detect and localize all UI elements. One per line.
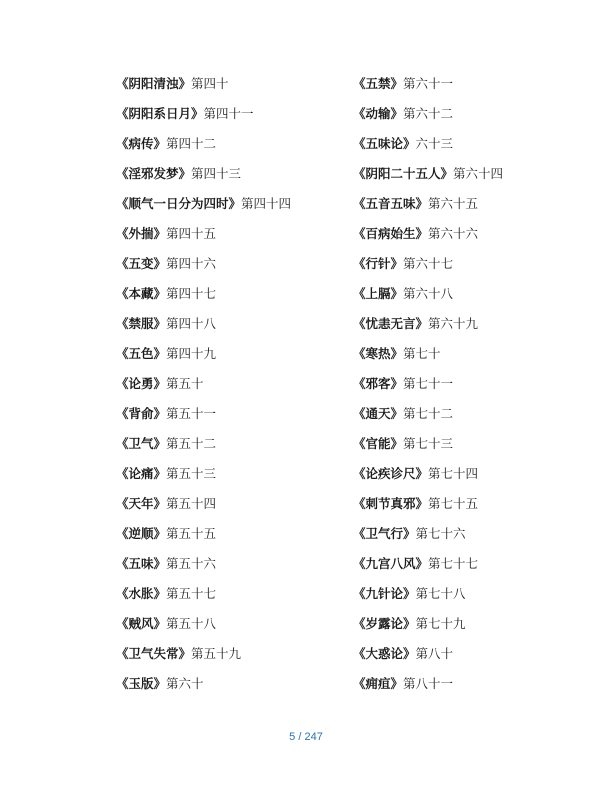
toc-entry-title: 《阴阳清浊》 — [116, 76, 192, 91]
toc-entry[interactable] — [116, 254, 291, 284]
toc-entry-chapter: 第四十八 — [166, 316, 217, 331]
toc-entry-title: 《痈疽》 — [353, 676, 404, 691]
toc-entry[interactable] — [353, 194, 503, 224]
toc-entry-title: 《五味论》 — [353, 136, 416, 151]
toc-entry-title: 《玉版》 — [116, 676, 167, 691]
toc-entry-title: 《岁露论》 — [353, 616, 416, 631]
toc-entry[interactable] — [353, 284, 503, 314]
toc-entry-chapter: 第四十二 — [166, 136, 217, 151]
toc-entry[interactable] — [116, 674, 291, 704]
toc-entry[interactable] — [116, 614, 291, 644]
toc-entry[interactable] — [353, 494, 503, 524]
toc-entry-title: 《卫气失常》 — [116, 646, 192, 661]
toc-entry[interactable] — [353, 464, 503, 494]
toc-entry-title: 《官能》 — [353, 436, 404, 451]
toc-entry-title: 《五变》 — [116, 256, 167, 271]
toc-entry-title: 《论痛》 — [116, 466, 167, 481]
toc-entry-title: 《上膈》 — [353, 286, 404, 301]
toc-entry[interactable] — [116, 524, 291, 554]
toc-entry[interactable] — [353, 554, 503, 584]
toc-entry[interactable] — [116, 284, 291, 314]
toc-entry-chapter: 第六十六 — [428, 226, 479, 241]
toc-entry-chapter: 第八十 — [415, 646, 454, 661]
toc-entry-chapter: 第七十八 — [415, 586, 466, 601]
toc-entry-title: 《寒热》 — [353, 346, 404, 361]
toc-entry[interactable] — [116, 554, 291, 584]
toc-entry[interactable] — [353, 524, 503, 554]
toc-entry-title: 《通天》 — [353, 406, 404, 421]
toc-entry[interactable] — [116, 194, 291, 224]
toc-entry[interactable] — [353, 584, 503, 614]
toc-entry[interactable] — [353, 314, 503, 344]
toc-entry-title: 《水胀》 — [116, 586, 167, 601]
toc-entry[interactable] — [353, 404, 503, 434]
toc-entry[interactable] — [353, 674, 503, 704]
toc-entry-chapter: 第四十六 — [166, 256, 217, 271]
toc-entry-chapter: 第六十二 — [403, 106, 454, 121]
toc-entry-chapter: 六十三 — [415, 136, 454, 151]
toc-entry-title: 《五色》 — [116, 346, 167, 361]
toc-entry-title: 《论勇》 — [116, 376, 167, 391]
toc-entry-chapter: 第七十七 — [428, 556, 479, 571]
toc-entry[interactable] — [353, 134, 503, 164]
toc-entry-chapter: 第七十六 — [415, 526, 466, 541]
toc-entry-chapter: 第五十二 — [166, 436, 217, 451]
toc-entry[interactable] — [116, 314, 291, 344]
toc-entry-chapter: 第六十七 — [403, 256, 454, 271]
toc-entry-title: 《背俞》 — [116, 406, 167, 421]
toc-entry-title: 《大惑论》 — [353, 646, 416, 661]
toc-entry-title: 《邪客》 — [353, 376, 404, 391]
toc-entry-chapter: 第四十五 — [166, 226, 217, 241]
toc-entry-title: 《外揣》 — [116, 226, 167, 241]
toc-entry[interactable] — [353, 164, 503, 194]
toc-entry-chapter: 第六十四 — [453, 166, 504, 181]
toc-entry-title: 《本藏》 — [116, 286, 167, 301]
toc-entry[interactable] — [116, 644, 291, 674]
toc-entry[interactable] — [116, 374, 291, 404]
toc-entry[interactable] — [353, 344, 503, 374]
toc-entry[interactable] — [116, 74, 291, 104]
toc-entry-chapter: 第四十四 — [241, 196, 292, 211]
toc-entry[interactable] — [353, 104, 503, 134]
toc-entry[interactable] — [116, 584, 291, 614]
toc-entry-chapter: 第七十五 — [428, 496, 479, 511]
toc-entry-title: 《卫气行》 — [353, 526, 416, 541]
toc-entry-title: 《顺气一日分为四时》 — [116, 196, 242, 211]
toc-entry[interactable] — [353, 74, 503, 104]
toc-entry-title: 《逆顺》 — [116, 526, 167, 541]
toc-entry-chapter: 第八十一 — [403, 676, 454, 691]
toc-entry-title: 《贼风》 — [116, 616, 167, 631]
toc-entry[interactable] — [116, 494, 291, 524]
toc-entry-chapter: 第七十四 — [428, 466, 479, 481]
toc-entry-chapter: 第七十 — [403, 346, 441, 361]
toc-entry-chapter: 第五十七 — [166, 586, 217, 601]
toc-entry-chapter: 第五十三 — [166, 466, 217, 481]
toc-entry-title: 《阴阳二十五人》 — [353, 166, 454, 181]
toc-entry-title: 《论疾诊尺》 — [353, 466, 429, 481]
toc-entry-title: 《五禁》 — [353, 76, 404, 91]
toc-entry-title: 《阴阳系日月》 — [116, 106, 204, 121]
toc-entry-chapter: 第四十九 — [166, 346, 217, 361]
toc-entry[interactable] — [116, 464, 291, 494]
toc-entry[interactable] — [353, 614, 503, 644]
toc-entry-chapter: 第六十一 — [403, 76, 454, 91]
toc-entry[interactable] — [116, 104, 291, 134]
toc-entry-chapter: 第四十三 — [191, 166, 242, 181]
toc-entry-title: 《五音五味》 — [353, 196, 429, 211]
toc-entry-title: 《禁服》 — [116, 316, 167, 331]
toc-entry-chapter: 第七十二 — [403, 406, 454, 421]
toc-entry-chapter: 第五十四 — [166, 496, 217, 511]
toc-entry-title: 《动输》 — [353, 106, 404, 121]
toc-entry-chapter: 第七十一 — [403, 376, 454, 391]
toc-entry[interactable] — [353, 644, 503, 674]
toc-entry[interactable] — [116, 344, 291, 374]
toc-entry-title: 《忧恚无言》 — [353, 316, 429, 331]
toc-entry-title: 《行针》 — [353, 256, 404, 271]
toc-entry-title: 《百病始生》 — [353, 226, 429, 241]
toc-entry-chapter: 第四十一 — [203, 106, 254, 121]
toc-entry[interactable] — [116, 134, 291, 164]
toc-entry-chapter: 第六十 — [166, 676, 204, 691]
toc-entry-chapter: 第七十九 — [415, 616, 466, 631]
toc-entry-title: 《五味》 — [116, 556, 167, 571]
toc-entry-chapter: 第五十 — [166, 376, 204, 391]
toc-entry-title: 《病传》 — [116, 136, 167, 151]
toc-entry-title: 《淫邪发梦》 — [116, 166, 192, 181]
toc-entry-title: 《九宫八风》 — [353, 556, 429, 571]
toc-entry-chapter: 第四十 — [191, 76, 229, 91]
toc-entry-chapter: 第五十六 — [166, 556, 217, 571]
toc-entry-title: 《卫气》 — [116, 436, 167, 451]
toc-entry[interactable] — [116, 404, 291, 434]
toc-entry[interactable] — [353, 224, 503, 254]
toc-entry-chapter: 第五十八 — [166, 616, 217, 631]
toc-entry-title: 《刺节真邪》 — [353, 496, 429, 511]
toc-entry-chapter: 第六十八 — [403, 286, 454, 301]
page-number: 5 / 247 — [289, 731, 323, 743]
toc-left-column — [116, 74, 291, 704]
toc-entry[interactable] — [353, 374, 503, 404]
toc-entry[interactable] — [353, 254, 503, 284]
toc-entry-chapter: 第五十一 — [166, 406, 217, 421]
toc-entry-title: 《九针论》 — [353, 586, 416, 601]
toc-entry-chapter: 第五十五 — [166, 526, 217, 541]
toc-entry-title: 《天年》 — [116, 496, 167, 511]
toc-entry-chapter: 第六十九 — [428, 316, 479, 331]
toc-entry[interactable] — [116, 434, 291, 464]
toc-entry-chapter: 第七十三 — [403, 436, 454, 451]
toc-entry[interactable] — [353, 434, 503, 464]
toc-entry[interactable] — [116, 224, 291, 254]
toc-entry-chapter: 第四十七 — [166, 286, 217, 301]
toc-right-column — [353, 74, 503, 704]
toc-entry[interactable] — [116, 164, 291, 194]
toc-entry-chapter: 第五十九 — [191, 646, 242, 661]
toc-entry-chapter: 第六十五 — [428, 196, 479, 211]
